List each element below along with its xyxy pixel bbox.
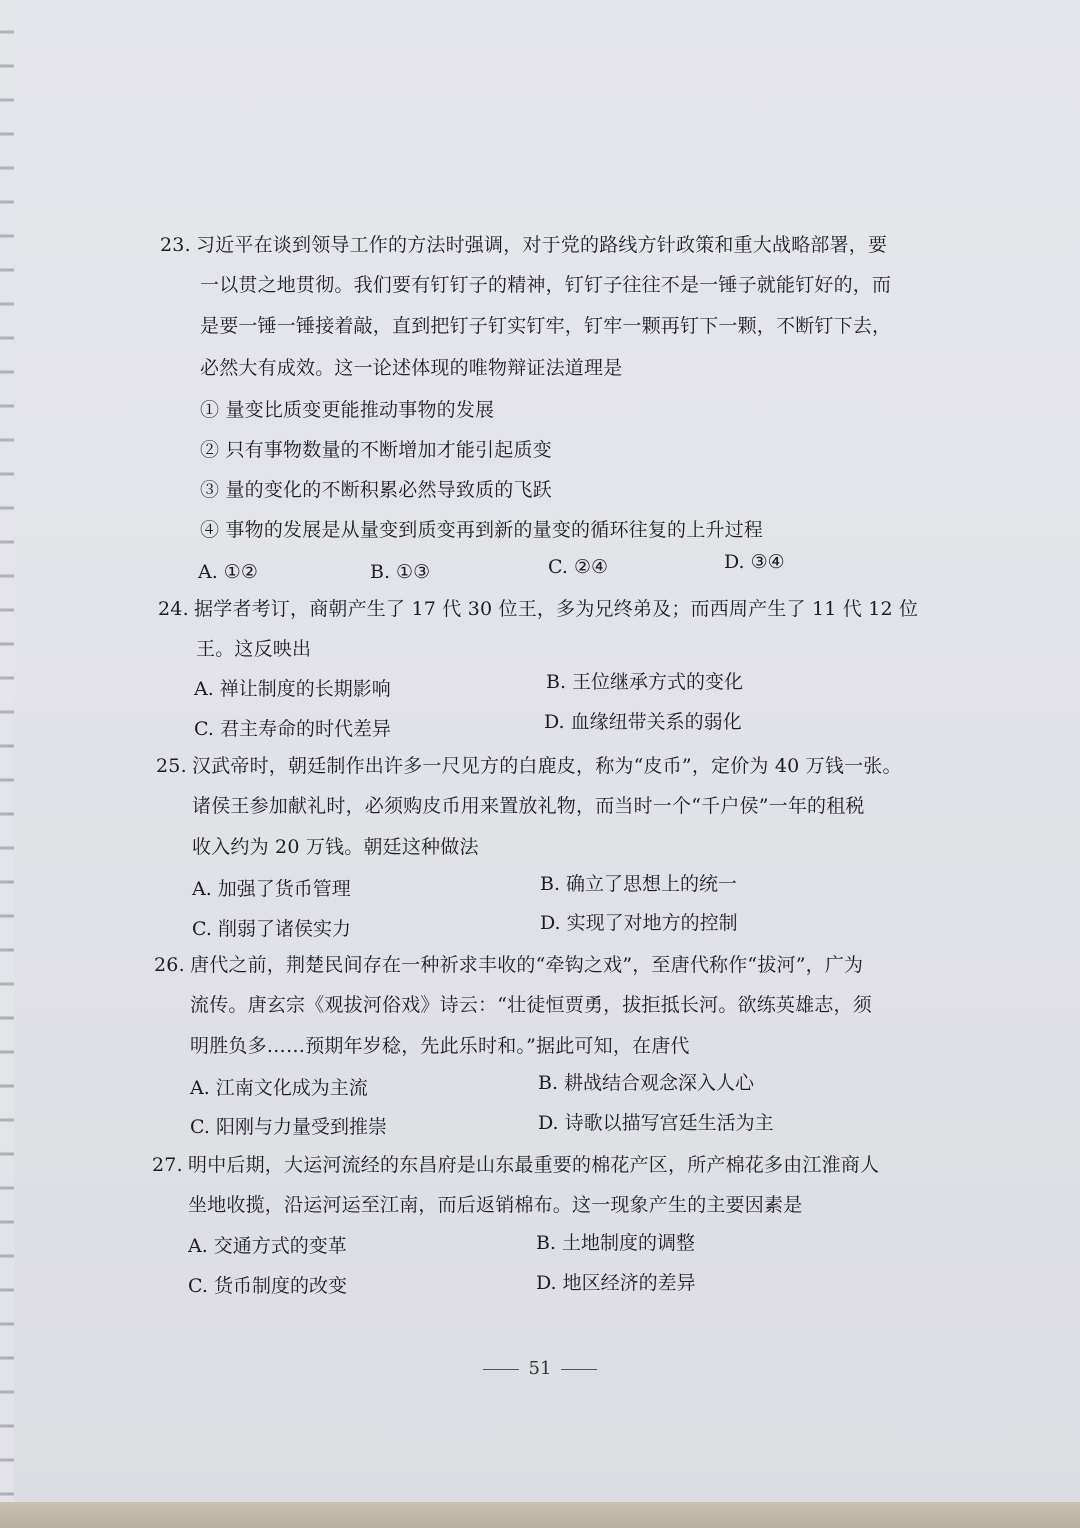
statement-4: ④ 事物的发展是从量变到质变再到新的量变的循环往复的上升过程 (200, 519, 764, 541)
question-number: 23. (160, 234, 191, 256)
question-23-line-1: 23. 习近平在谈到领导工作的方法时强调，对于党的路线方针政策和重大战略部署，要 (160, 234, 888, 256)
option-b: B. 确立了思想上的统一 (540, 873, 738, 895)
question-23-line-4: 必然大有成效。这一论述体现的唯物辩证法道理是 (200, 357, 623, 379)
option-c: C. 货币制度的改变 (188, 1275, 347, 1297)
option-a: A. 加强了货币管理 (192, 878, 351, 900)
question-25-line-3: 收入约为 20 万钱。朝廷这种做法 (192, 836, 479, 858)
binding-edge (0, 0, 14, 1528)
page-number-dash-right (561, 1369, 597, 1370)
option-d: D. 实现了对地方的控制 (540, 912, 738, 934)
question-25-line-1: 25. 汉武帝时，朝廷制作出许多一尺见方的白鹿皮，称为“皮币”，定价为 40 万钱一张。 (156, 755, 902, 777)
option-c: C. 削弱了诸侯实力 (192, 918, 351, 940)
option-c: C. 君主寿命的时代差异 (194, 718, 391, 740)
question-23-line-3: 是要一锤一锤接着敲，直到把钉子钉实钉牢，钉牢一颗再钉下一颗，不断钉下去， (200, 315, 892, 337)
question-23-line-2: 一以贯之地贯彻。我们要有钉钉子的精神，钉钉子往往不是一锤子就能钉好的，而 (200, 274, 892, 296)
option-b: B. 耕战结合观念深入人心 (538, 1072, 755, 1094)
question-number: 25. (156, 755, 187, 777)
question-27-line-2: 坐地收揽，沿运河运至江南，而后返销棉布。这一现象产生的主要因素是 (188, 1194, 803, 1216)
statement-2: ② 只有事物数量的不断增加才能引起质变 (200, 439, 552, 461)
option-a: A. 江南文化成为主流 (190, 1077, 368, 1099)
question-26-line-2: 流传。唐玄宗《观拔河俗戏》诗云：“壮徒恒贾勇，拔拒抵长河。欲练英雄志，须 (190, 994, 872, 1016)
option-c: C. 阳刚与力量受到推崇 (190, 1116, 387, 1138)
page-number: 51 (0, 1358, 1080, 1379)
option-a: A. 禅让制度的长期影响 (194, 678, 391, 700)
option-b: B. 王位继承方式的变化 (546, 671, 744, 693)
question-24-line-2: 王。这反映出 (196, 638, 312, 660)
table-surface (0, 1502, 1080, 1528)
question-25-line-2: 诸侯王参加献礼时，必须购皮币用来置放礼物，而当时一个“千户侯”一年的租税 (192, 795, 865, 817)
question-27-line-1: 27. 明中后期，大运河流经的东昌府是山东最重要的棉花产区，所产棉花多由江淮商人 (152, 1154, 880, 1176)
question-number: 24. (158, 598, 189, 620)
question-number: 26. (154, 954, 185, 976)
option-a: A. 交通方式的变革 (188, 1235, 347, 1257)
question-24-line-1: 24. 据学者考订，商朝产生了 17 代 30 位王，多为兄终弟及；而西周产生了 11 代 12 位 (158, 598, 919, 620)
option-a: A. ①② (198, 561, 258, 583)
statement-1: ① 量变比质变更能推动事物的发展 (200, 399, 495, 421)
page-number-dash-left (483, 1369, 519, 1370)
option-b: B. 土地制度的调整 (536, 1232, 696, 1254)
option-c: C. ②④ (548, 556, 609, 578)
option-d: D. ③④ (724, 551, 785, 573)
question-26-line-3: 明胜负多……预期年岁稔，先此乐时和。”据此可知，在唐代 (190, 1035, 690, 1057)
option-b: B. ①③ (370, 561, 431, 583)
question-26-line-1: 26. 唐代之前，荆楚民间存在一种祈求丰收的“牵钩之戏”，至唐代称作“拔河”，广为 (154, 954, 864, 976)
statement-3: ③ 量的变化的不断积累必然导致质的飞跃 (200, 479, 552, 501)
question-number: 27. (152, 1154, 183, 1176)
option-d: D. 地区经济的差异 (536, 1272, 696, 1294)
option-d: D. 血缘纽带关系的弱化 (544, 711, 742, 733)
option-d: D. 诗歌以描写宫廷生活为主 (538, 1112, 774, 1134)
